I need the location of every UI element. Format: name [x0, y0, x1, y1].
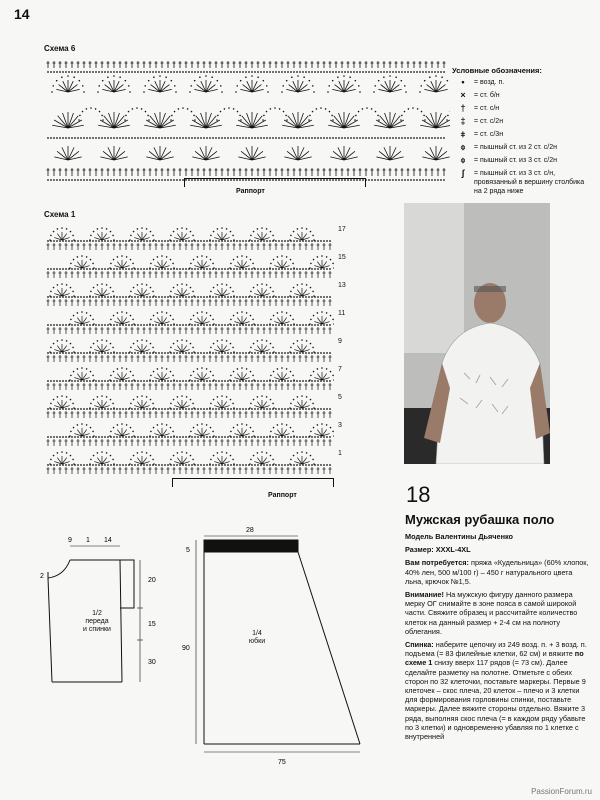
article-number: 18	[406, 482, 431, 507]
puff-stitch-3-icon: ⌽	[460, 155, 466, 165]
puff-stitch-long-icon: ∫	[461, 168, 465, 178]
dim-9: 9	[68, 537, 72, 544]
schema6-title: Схема 6	[44, 44, 76, 53]
dim-15: 15	[148, 621, 156, 628]
legend-item: ‡ = ст. с/2н	[452, 117, 592, 126]
single-crochet-icon: ×	[460, 90, 466, 100]
row-number: 3	[338, 422, 342, 429]
puff-stitch-2-icon: ⌽	[460, 142, 466, 152]
double-crochet-icon: †	[460, 103, 466, 113]
schema6-rapport-bracket	[184, 178, 366, 187]
dim-1: 1	[86, 537, 90, 544]
materials-paragraph: Вам потребуется: пряжа «Кудельница» (60% хлопок, 40% лен, 500 м/100 г) – 450 г натурального цвета льна, крючок №1,5.	[405, 558, 589, 586]
front-back-pattern	[40, 532, 170, 702]
dim-2: 2	[40, 573, 44, 580]
back-paragraph: Спинка: наберите цепочку из 249 возд. п. + 3 возд. п. подъема (= 83 филейные клетки, 62 см) и вяжите по схеме 1 снизу вверх 117 рядов (= 73 см). Далее сделайте разметку на полотне. Отметьте с обеих сторон по 32 клеточки, поставьте маркеры. Первые 9 клеточек – скос плеча, 20 клеток – плечо и 3 клетки для формирования горловины спинки, поставьте маркеры. Далее вяжите стороны отдельно. Вяжите 3 ряда, выполняя скос плеча (= в каждом ряду убавьте по 3 клетки) и одновременно убавляя по 1 клетке с внутренней	[405, 640, 587, 742]
article-size: Размер: XXXL-4XL	[405, 545, 471, 555]
row-number: 15	[338, 254, 346, 261]
legend-item: ⧧ = ст. с/3н	[452, 130, 592, 139]
row-number: 13	[338, 282, 346, 289]
row-number: 17	[338, 226, 346, 233]
legend-item: • = возд. п.	[452, 78, 592, 87]
schema1-title: Схема 1	[44, 210, 76, 219]
schema6-rapport-label: Раппорт	[236, 188, 265, 195]
row-number: 1	[338, 450, 342, 457]
legend-item: × = ст. б/н	[452, 91, 592, 100]
row-number: 11	[338, 310, 346, 317]
dim-30: 30	[148, 659, 156, 666]
row-number: 9	[338, 338, 342, 345]
watermark: PassionForum.ru	[531, 787, 592, 796]
legend-item: ⌽ = пышный ст. из 3 ст. с/2н	[452, 156, 592, 165]
double-treble-icon: ⧧	[460, 129, 466, 139]
skirt-label: 1/4 юбки	[248, 630, 266, 645]
skirt-pattern	[178, 522, 378, 772]
legend-item: ∫ = пышный ст. из 3 ст. с/н, провязанный в вершину столбика на 2 ряда ниже	[452, 169, 592, 196]
legend	[452, 66, 592, 200]
dim-14: 14	[104, 537, 112, 544]
dim-5: 5	[186, 547, 190, 554]
page-number: 14	[14, 6, 30, 22]
chain-stitch-icon: •	[461, 77, 465, 87]
treble-crochet-icon: ‡	[460, 116, 466, 126]
man-in-lace-polo-image	[404, 203, 550, 464]
legend-item: ⌽ = пышный ст. из 2 ст. с/2н	[452, 143, 592, 152]
dim-20: 20	[148, 577, 156, 584]
schema6-chart	[44, 58, 450, 184]
article-body	[405, 532, 592, 745]
row-number: 5	[338, 394, 342, 401]
schema1-chart	[44, 224, 334, 478]
skirt-pattern-diagram	[178, 522, 378, 772]
row-number: 7	[338, 366, 342, 373]
schema1-rapport-bracket	[172, 478, 334, 487]
front-back-label: 1/2 переда и спинки	[83, 610, 111, 633]
dim-28: 28	[246, 527, 254, 534]
article-model: Модель Валентины Дьяченко	[405, 532, 513, 541]
dim-75: 75	[278, 759, 286, 766]
schema6-diagram	[44, 58, 450, 184]
dim-90: 90	[182, 645, 190, 652]
legend-item: † = ст. с/н	[452, 104, 592, 113]
schema1-diagram	[44, 224, 334, 478]
schema1-rapport-label: Раппорт	[268, 492, 297, 499]
legend-title: Условные обозначения:	[452, 66, 542, 75]
attention-paragraph: Внимание! На мужскую фигуру данного размера мерку ОГ снимайте в зоне пояса в самой широкой части. Свяжите образец и рассчитайте количество клеток на данный размер + 2-4 см на полноту облегания.	[405, 590, 578, 636]
model-photo	[404, 203, 550, 464]
article-title: Мужская рубашка поло	[405, 512, 555, 527]
